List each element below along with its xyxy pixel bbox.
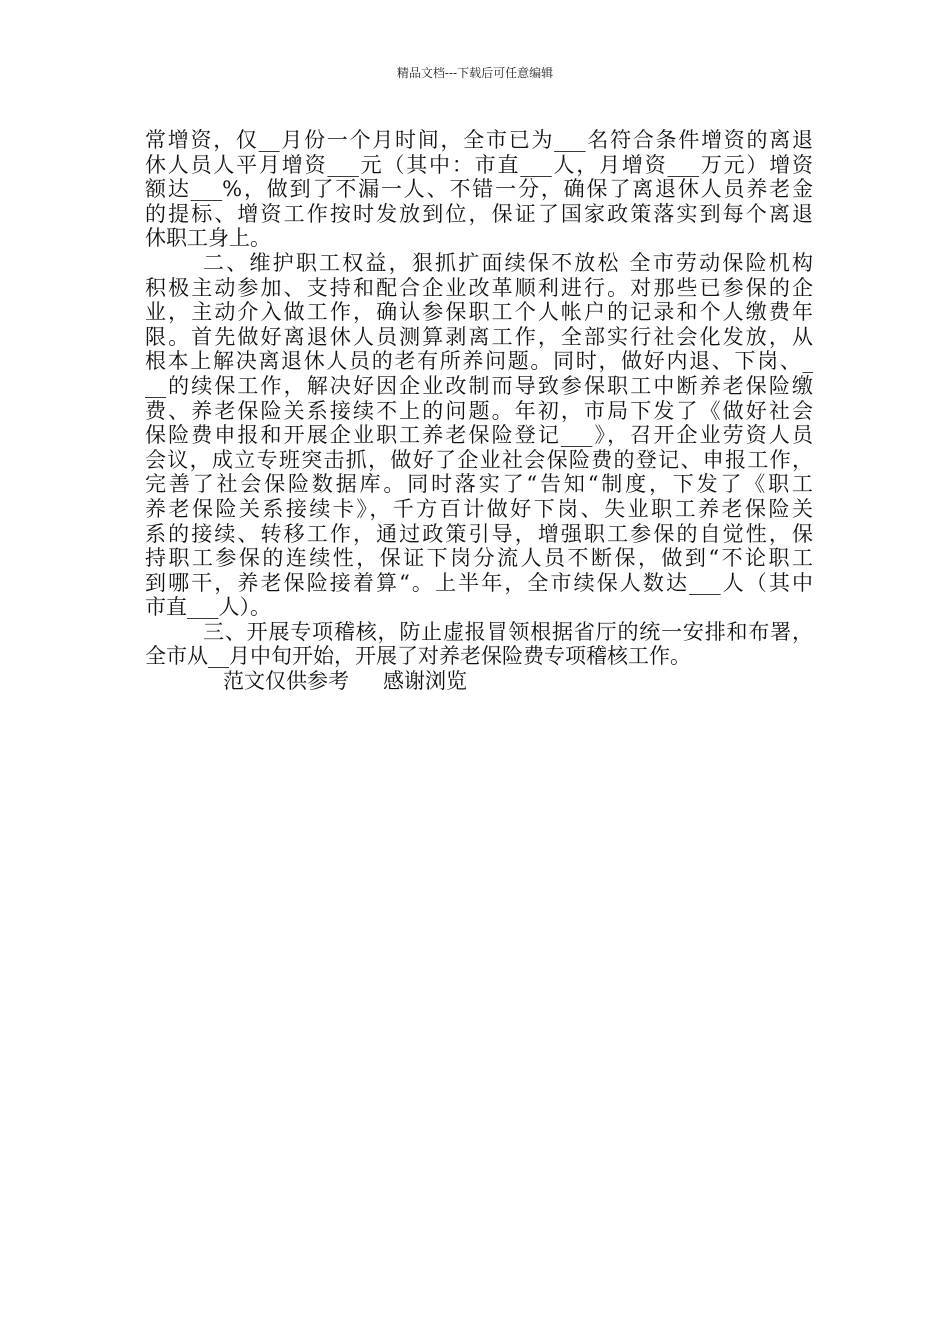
section-heading-line: 二、维护职工权益，狠抓扩面续保不放松 全市劳动保险机构 <box>203 250 813 275</box>
text-line: 业，主动介入做工作，确认参保职工个人帐户的记录和个人缴费年 <box>145 300 813 325</box>
text-line: 到哪干，养老保险接着算“。上半年，全市续保人数达___人（其中 <box>145 570 813 595</box>
text-line: 费、养老保险关系接续不上的问题。年初，市局下发了《做好社会 <box>145 398 813 423</box>
text-line: 系的接续、转移工作，通过政策引导，增强职工参保的自觉性，保 <box>145 521 813 546</box>
text-line: 的提标、增资工作按时发放到位，保证了国家政策落实到每个离退 <box>145 201 813 226</box>
text-line: __的续保工作，解决好因企业改制而导致参保职工中断养老保险缴 <box>145 373 813 398</box>
text-line: 常增资，仅__月份一个月时间，全市已为___名符合条件增资的离退 <box>145 128 813 152</box>
section-heading-line: 三、开展专项稽核，防止虚报冒领根据省厅的统一安排和布署， <box>203 619 813 644</box>
text-line: 限。首先做好离退休人员测算剥离工作，全部实行社会化发放，从 <box>145 324 813 349</box>
page-header: 精品文档---下载后可任意编辑 <box>396 66 554 80</box>
document-body <box>145 128 813 694</box>
text-line: 养老保险关系接续卡》，千方百计做好下岗、失业职工养老保险关 <box>145 496 813 521</box>
text-line: 根本上解决离退休人员的老有所养问题。同时，做好内退、下岗、_ <box>145 349 813 374</box>
text-line: 保险费申报和开展企业职工养老保险登记___》，召开企业劳资人员 <box>145 423 813 448</box>
text-line: 市直___人）。 <box>145 595 271 620</box>
footer-note <box>145 669 813 694</box>
text-line: 持职工参保的连续性，保证下岗分流人员不断保，做到“不论职工 <box>145 546 813 571</box>
footer-right-text: 感谢浏览 <box>383 669 467 694</box>
footer-left-text: 范文仅供参考 <box>223 669 349 694</box>
text-line: 会议，成立专班突击抓，做好了企业社会保险费的登记、申报工作， <box>145 447 813 472</box>
text-line: 额达___%，做到了不漏一人、不错一分，确保了离退休人员养老金 <box>145 177 813 202</box>
text-line: 休人员人平月增资___元（其中：市直___人，月增资___万元）增资 <box>145 152 813 177</box>
text-line: 积极主动参加、支持和配合企业改革顺利进行。对那些已参保的企 <box>145 275 813 300</box>
text-line: 全市从__月中旬开始，开展了对养老保险费专项稽核工作。 <box>145 644 691 669</box>
text-line: 完善了社会保险数据库。同时落实了“告知“制度，下发了《职工 <box>145 472 813 497</box>
text-line: 休职工身上。 <box>145 226 271 251</box>
